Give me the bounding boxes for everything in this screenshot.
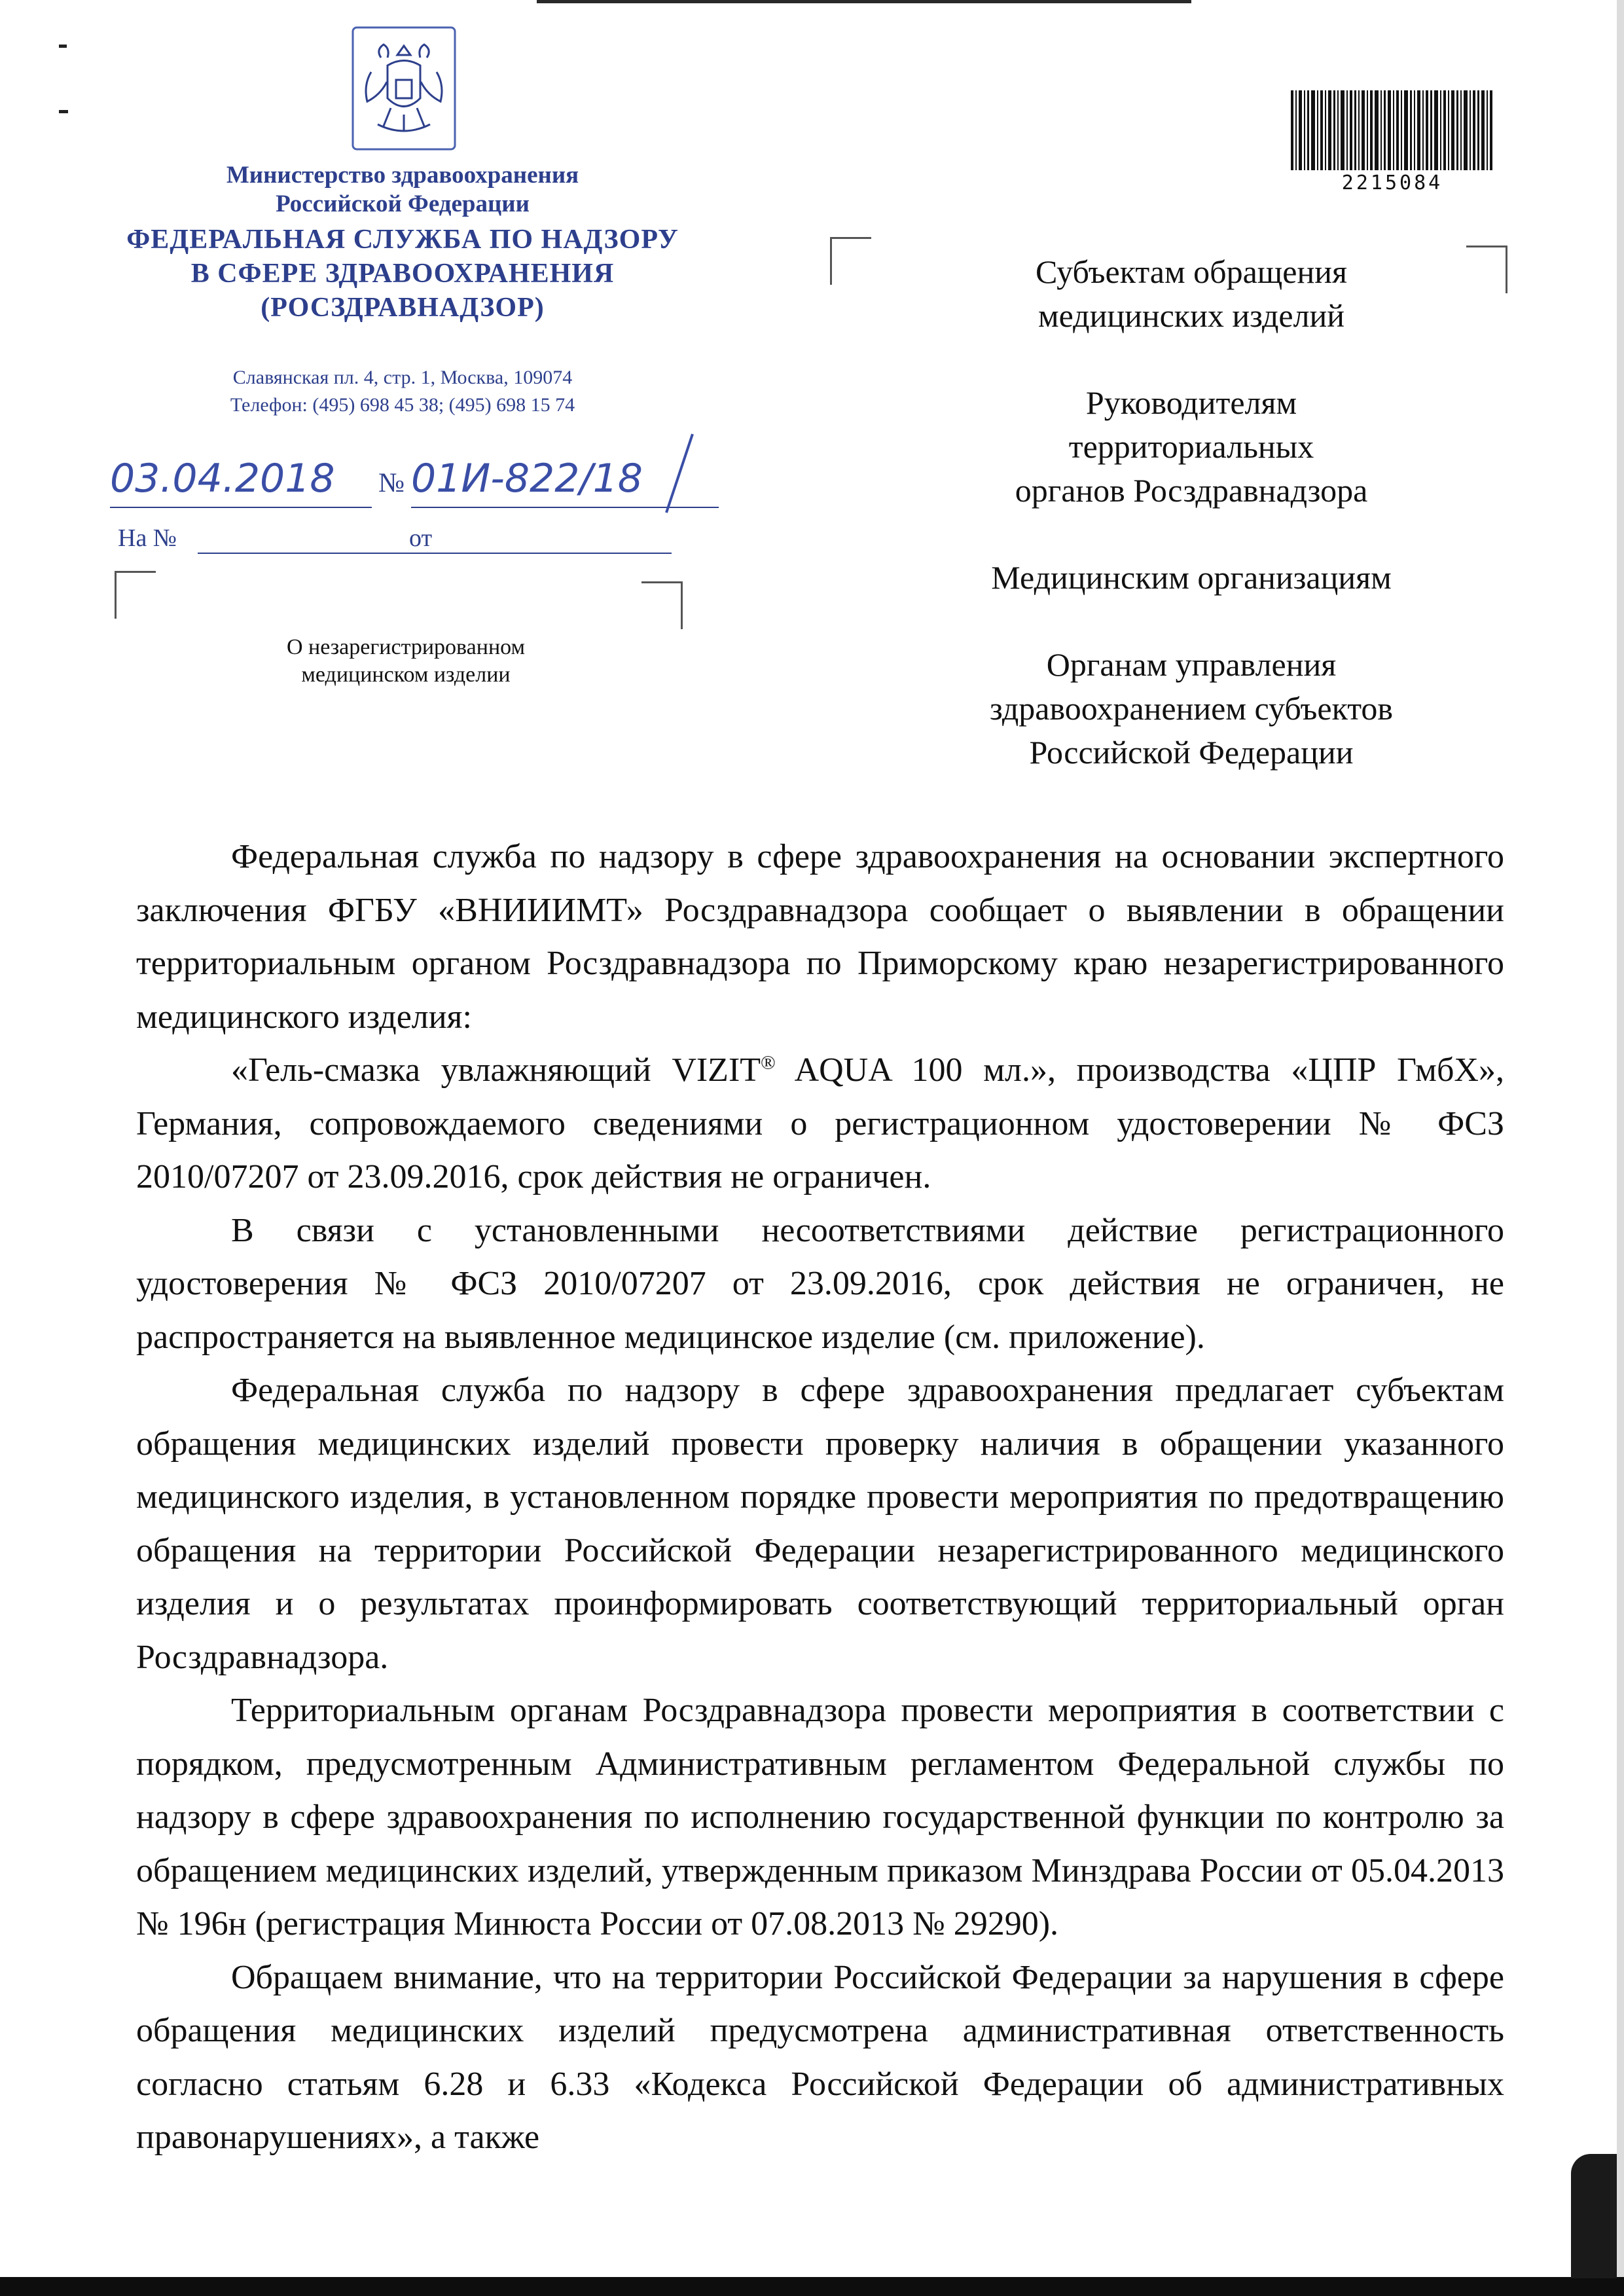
subject-bracket-left	[115, 571, 156, 619]
addressee-group	[910, 643, 1473, 774]
scan-mark	[59, 45, 67, 48]
reference-line	[118, 524, 707, 560]
phone-line: Телефон: (495) 698 45 38; (495) 698 15 74	[230, 394, 575, 416]
addressee-line: Российской Федерации	[1029, 734, 1354, 771]
body-paragraph: В связи с установленными несоответствиями действие регистрационного удостоверения № ФСЗ 2010/07207 от 23.09.2016, срок действия не ограничен, не распространяется на выявленное медицинское изделие (см. приложение).	[136, 1211, 1504, 1356]
subject-block	[216, 634, 596, 689]
registered-mark: ®	[761, 1051, 776, 1074]
ministry-name	[131, 161, 674, 219]
scan-mark	[59, 110, 68, 113]
addressee-line: Субъектам обращения	[1036, 253, 1347, 290]
scan-corner-blot	[1571, 2154, 1617, 2278]
scan-top-edge	[537, 0, 1191, 3]
service-line: В СФЕРЕ ЗДРАВООХРАНЕНИЯ	[190, 259, 615, 289]
service-line: (РОСЗДРАВНАДЗОР)	[261, 293, 545, 323]
barcode-number: 2215084	[1341, 172, 1443, 194]
scan-bottom-bar	[0, 2277, 1624, 2296]
barcode-icon	[1291, 90, 1494, 170]
ministry-line: Министерство здравоохранения	[226, 162, 579, 189]
product-name-text: «Гель-смазка увлажняющий VIZIT	[231, 1051, 761, 1089]
ministry-line: Российской Федерации	[276, 191, 530, 217]
addressee-line: органов Росздравнадзора	[1015, 472, 1368, 509]
body-paragraph: Территориальным органам Росздравнадзора провести мероприятия в соответствии с порядком, предусмотренным Административным регламентом Федеральной службы по надзору в сфере здравоохранения по исполнению государственной функции по контролю за обращением медицинских изделий, утвержденным приказом Минздрава России от 05.04.2013 № 196н (регистрация Минюста России от 07.08.2013 № 29290).	[136, 1692, 1504, 1942]
addressee-bracket-left	[830, 237, 871, 285]
handwritten-number: 01И-822/18	[411, 450, 719, 508]
addressee-line: Органам управления	[1046, 646, 1337, 683]
address-line: Славянская пл. 4, стр. 1, Москва, 109074	[232, 367, 573, 388]
number-sign: №	[378, 468, 405, 498]
body-paragraph	[136, 1044, 1504, 1204]
subject-line: медицинском изделии	[301, 663, 511, 687]
addressee-line: медицинских изделий	[1038, 297, 1345, 334]
address-block	[131, 364, 674, 419]
addressee-line: здравоохранением субъектов	[989, 690, 1394, 727]
body-paragraph: Обращаем внимание, что на территории Российской Федерации за нарушения в сфере обращения медицинских изделий предусмотрена административная ответственность согласно статьям 6.28 и 6.33 «Кодекса Российской Федерации об административных правонарушениях», а также	[136, 1958, 1504, 2156]
addressee-line: территориальных	[1068, 428, 1314, 465]
addressee-block	[910, 250, 1473, 818]
letter-body	[136, 830, 1504, 2164]
double-headed-eagle-emblem-icon	[352, 26, 456, 151]
service-line: ФЕДЕРАЛЬНАЯ СЛУЖБА ПО НАДЗОРУ	[126, 225, 679, 255]
addressee-group	[910, 381, 1473, 513]
ref-date-blank	[450, 553, 672, 554]
handwritten-slash	[660, 431, 699, 516]
ref-prefix: На №	[118, 524, 177, 552]
handwritten-date: 03.04.2018	[110, 450, 372, 508]
scan-right-edge	[1617, 0, 1624, 2296]
body-paragraph: Федеральная служба по надзору в сфере здравоохранения предлагает субъектам обращения медицинских изделий провести проверку наличия в обращении указанного медицинского изделия, в установленном порядке провести мероприятия по предотвращению обращения на территории Российской Федерации незарегистрированного медицинского изделия и о результатах проинформировать соответствующий территориальный орган Росздравнадзора.	[136, 1372, 1504, 1676]
service-name	[105, 223, 700, 325]
subject-line: О незарегистрированном	[286, 635, 526, 659]
registration-line	[110, 450, 732, 516]
addressee-group	[910, 556, 1473, 600]
addressee-line: Руководителям	[1085, 384, 1297, 421]
addressee-line: Медицинским организациям	[991, 559, 1392, 596]
subject-bracket-right	[641, 581, 683, 629]
ref-from: от	[409, 524, 433, 552]
addressee-group	[910, 250, 1473, 338]
body-paragraph: Федеральная служба по надзору в сфере здравоохранения на основании экспертного заключения ФГБУ «ВНИИИМТ» Росздравнадзора сообщает о выявлении в обращении территориальным органом Росздравнадзора по Приморскому краю незарегистрированного медицинского изделия:	[136, 838, 1504, 1036]
product-details-text: AQUA 100 мл.», производства «ЦПР ГмбХ», Германия, сопровождаемого сведениями о регистрационном удостоверении № ФСЗ 2010/07207 от 23.09.2016, срок действия не ограничен.	[136, 1051, 1504, 1195]
